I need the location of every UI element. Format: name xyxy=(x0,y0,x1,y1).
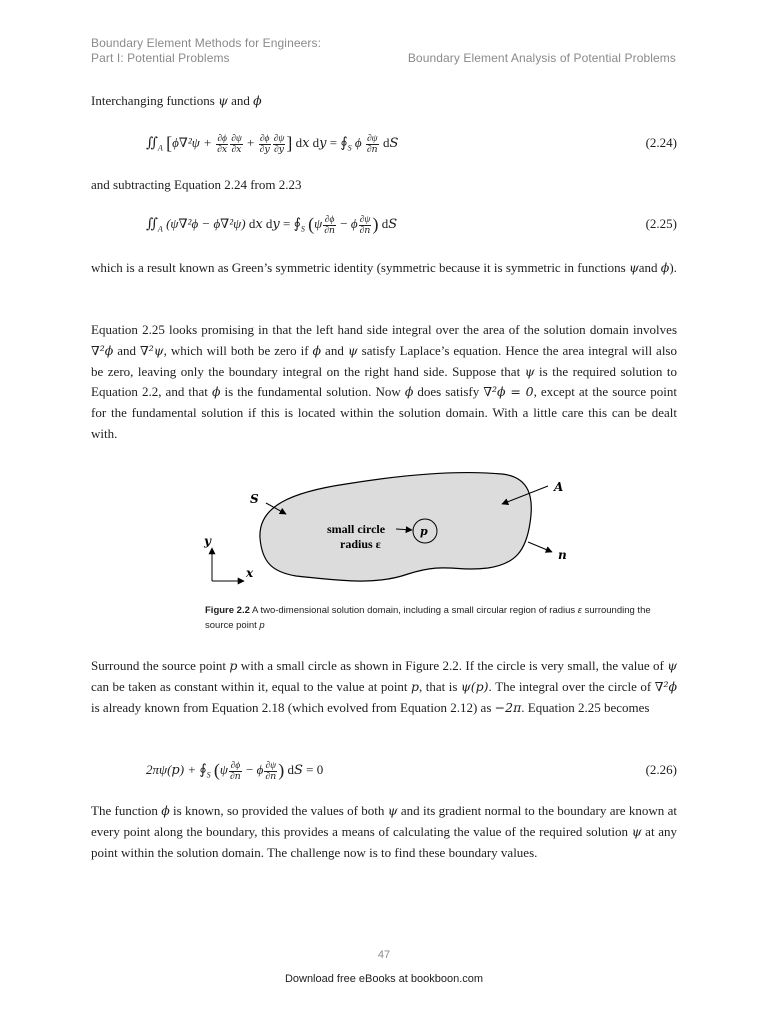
paragraph-interchanging xyxy=(91,91,677,112)
running-header-left xyxy=(91,36,321,66)
subscript-S: S xyxy=(347,143,352,153)
paren-close: ) xyxy=(372,214,379,234)
math-phi: ϕ xyxy=(211,384,221,400)
caption-label: Figure 2.2 xyxy=(205,605,250,616)
label-x: x xyxy=(246,566,254,580)
numerator: ∂ψ xyxy=(265,760,277,771)
fraction xyxy=(230,134,243,155)
chapter-title: Boundary Element Analysis of Potential Problems xyxy=(407,51,676,65)
math-laplacian-psi: ∇²ψ xyxy=(140,342,164,358)
text: The function xyxy=(91,803,162,818)
text: at any point within the solution domain. The challenge now is to find these boundary values. xyxy=(91,823,678,860)
text: , which will both be zero if xyxy=(163,342,313,358)
denominator: ∂𝑛 xyxy=(359,225,371,236)
equation-number-2-26: (2.26) xyxy=(645,762,677,777)
fraction xyxy=(273,134,286,155)
math-psi: ψ xyxy=(218,93,228,108)
text: and its gradient normal to the boundary are known at every point along the boundary, this provides a means of calculating the value of the required solution xyxy=(91,803,677,839)
term: ϕ xyxy=(350,216,358,231)
caption-text: surrounding the source point xyxy=(205,605,651,631)
text: is already known from Equation 2.18 (which evolved from Equation 2.12) as xyxy=(91,699,495,715)
term: ψ xyxy=(314,216,323,231)
contour-integral-symbol: ∮ xyxy=(340,136,348,151)
arrow-n xyxy=(528,542,552,552)
label-small-circle: small circle xyxy=(327,522,386,536)
text: . The integral over the circle of xyxy=(488,678,655,694)
fraction xyxy=(216,134,228,155)
term: d𝑆 xyxy=(381,216,398,231)
label-S: S xyxy=(250,492,259,506)
numerator: ∂ϕ xyxy=(259,133,270,144)
subscript-A: A xyxy=(157,143,163,153)
denominator: ∂𝑥 xyxy=(217,144,228,155)
math-psi: ψ xyxy=(524,363,535,379)
term: d𝑆 = 0 xyxy=(287,762,324,777)
math-p: p xyxy=(411,678,420,694)
term: d𝑥 d𝑦 = xyxy=(295,135,338,150)
term: d𝑆 xyxy=(382,135,399,150)
label-n: n xyxy=(558,548,567,562)
text: which is a result known as Green’s symmetric identity (symmetric because it is symmetric in functions xyxy=(91,260,629,275)
paragraph-conclusion xyxy=(91,801,677,863)
paragraph-surround xyxy=(91,656,677,718)
equation-2-26 xyxy=(146,760,323,786)
text: , that is xyxy=(419,678,461,694)
minus-sign: − xyxy=(340,216,348,231)
footer-link[interactable]: Download free eBooks at bookboon.com xyxy=(284,973,484,985)
equation-number-2-24: (2.24) xyxy=(645,135,677,150)
denominator: ∂𝑥 xyxy=(231,144,242,155)
page-number: 47 xyxy=(377,949,391,961)
equation-2-24 xyxy=(146,133,398,159)
caption-math-p: p xyxy=(259,620,265,631)
numerator: ∂ψ xyxy=(359,214,371,225)
equation-2-25 xyxy=(146,214,397,240)
label-radius: radius ε xyxy=(340,537,381,551)
numerator: ∂ψ xyxy=(273,133,285,144)
numerator: ∂ϕ xyxy=(217,133,227,144)
text: ). xyxy=(669,260,677,275)
numerator: ∂ψ xyxy=(366,133,378,144)
fraction xyxy=(323,215,336,236)
paren-close: ) xyxy=(278,760,285,780)
text: Equation 2.25 looks promising in that the left hand side integral over the area of the solution domain involves xyxy=(91,322,677,337)
text: can be taken as constant within it, equal to the value at point xyxy=(91,678,412,694)
math-phi: ϕ xyxy=(253,93,262,108)
term: d𝑥 d𝑦 = xyxy=(248,216,291,231)
term: ϕ xyxy=(256,762,264,777)
contour-integral-symbol: ∮ xyxy=(199,763,207,778)
fraction xyxy=(264,761,277,782)
text: and xyxy=(321,342,348,358)
math-laplacian-phi: ∇²ϕ xyxy=(91,342,114,358)
subscript-S: S xyxy=(206,770,211,780)
fraction xyxy=(259,134,271,155)
math-psi: ψ xyxy=(667,658,677,673)
fraction xyxy=(359,215,372,236)
text: is the fundamental solution. Now xyxy=(220,384,405,400)
math-psi: ψ xyxy=(628,260,639,275)
solution-domain-region xyxy=(260,473,531,581)
math-psi-of-p: ψ(p) xyxy=(460,678,489,694)
paren-open: ( xyxy=(308,214,315,234)
text: and xyxy=(113,342,141,358)
math-phi: ϕ xyxy=(312,342,322,358)
contour-integral-symbol: ∮ xyxy=(293,217,301,232)
figure-caption xyxy=(205,603,680,633)
paren-open: ( xyxy=(213,760,220,780)
math-phi: ϕ xyxy=(161,803,170,818)
term: (ψ∇²ϕ − ϕ∇²ψ) xyxy=(166,216,246,231)
denominator: ∂𝑛 xyxy=(229,771,241,782)
caption-math-epsilon: ε xyxy=(577,605,582,616)
minus-sign: − xyxy=(246,762,254,777)
text: . Equation 2.25 becomes xyxy=(521,699,650,715)
term: ϕ∇²ψ + xyxy=(172,135,212,150)
text: and xyxy=(227,93,254,108)
part-title: Part I: Potential Problems xyxy=(91,51,230,65)
numerator: ∂ϕ xyxy=(230,760,241,771)
fraction xyxy=(366,134,379,155)
paragraph-green-identity xyxy=(91,258,677,279)
math-minus-two-pi: −2π xyxy=(494,699,522,715)
plus-sign: + xyxy=(247,135,255,150)
denominator: ∂𝑛 xyxy=(265,771,277,782)
math-p: p xyxy=(229,658,238,673)
text: is known, so provided the values of both xyxy=(169,803,388,818)
text: Interchanging functions xyxy=(91,93,215,108)
numerator: ∂ψ xyxy=(231,133,242,144)
double-integral-symbol: ∬ xyxy=(146,217,158,232)
math-phi: ϕ xyxy=(660,260,670,275)
label-A: A xyxy=(554,480,564,494)
math-laplacian-phi: ∇²ϕ xyxy=(654,678,677,694)
caption-text: A two-dimensional solution domain, including a small circular region of radius xyxy=(249,605,578,616)
equation-number-2-25: (2.25) xyxy=(645,216,677,231)
bracket-open: [ xyxy=(166,133,173,153)
subscript-A: A xyxy=(157,224,163,234)
fraction xyxy=(229,761,242,782)
text: with a small circle as shown in Figure 2.2. If the circle is very small, the value of xyxy=(237,658,668,673)
text: and xyxy=(638,260,661,275)
math-laplace-equation: ∇²ϕ = 0 xyxy=(483,384,534,400)
label-p: p xyxy=(420,525,428,538)
text: Surround the source point xyxy=(91,658,230,673)
denominator: ∂𝑛 xyxy=(324,225,336,236)
paragraph-subtracting: and subtracting Equation 2.24 from 2.23 xyxy=(91,177,302,192)
book-title: Boundary Element Methods for Engineers: xyxy=(91,36,322,50)
double-integral-symbol: ∬ xyxy=(146,136,158,151)
figure-solution-domain xyxy=(196,468,586,596)
numerator: ∂ϕ xyxy=(324,214,335,225)
text: does satisfy xyxy=(413,384,484,400)
denominator: ∂𝑦 xyxy=(259,144,270,155)
math-psi: ψ xyxy=(347,342,358,358)
subscript-S: S xyxy=(300,224,305,234)
paragraph-equation-2-25-discussion xyxy=(91,320,677,445)
bracket-close: ] xyxy=(286,133,293,153)
term: ψ xyxy=(219,762,228,777)
label-y: y xyxy=(204,534,211,548)
math-psi: ψ xyxy=(387,803,398,818)
math-psi: ψ xyxy=(631,823,642,839)
text: , except at the source point for the fundamental solution if this is located within the solution domain. With a little care this can be dealt with. xyxy=(91,384,677,441)
denominator: ∂𝑛 xyxy=(366,144,378,155)
denominator: ∂𝑦 xyxy=(273,144,285,155)
math-phi: ϕ xyxy=(404,384,414,400)
term: 2πψ(𝑝) + xyxy=(146,762,197,777)
term: ϕ xyxy=(354,135,362,150)
text: satisfy Laplace’s equation. Hence the area integral will also be zero, leaving only the boundary integral on the right hand side. Suppose that xyxy=(91,342,677,379)
text: is the required solution to Equation 2.2, and that xyxy=(91,363,677,400)
